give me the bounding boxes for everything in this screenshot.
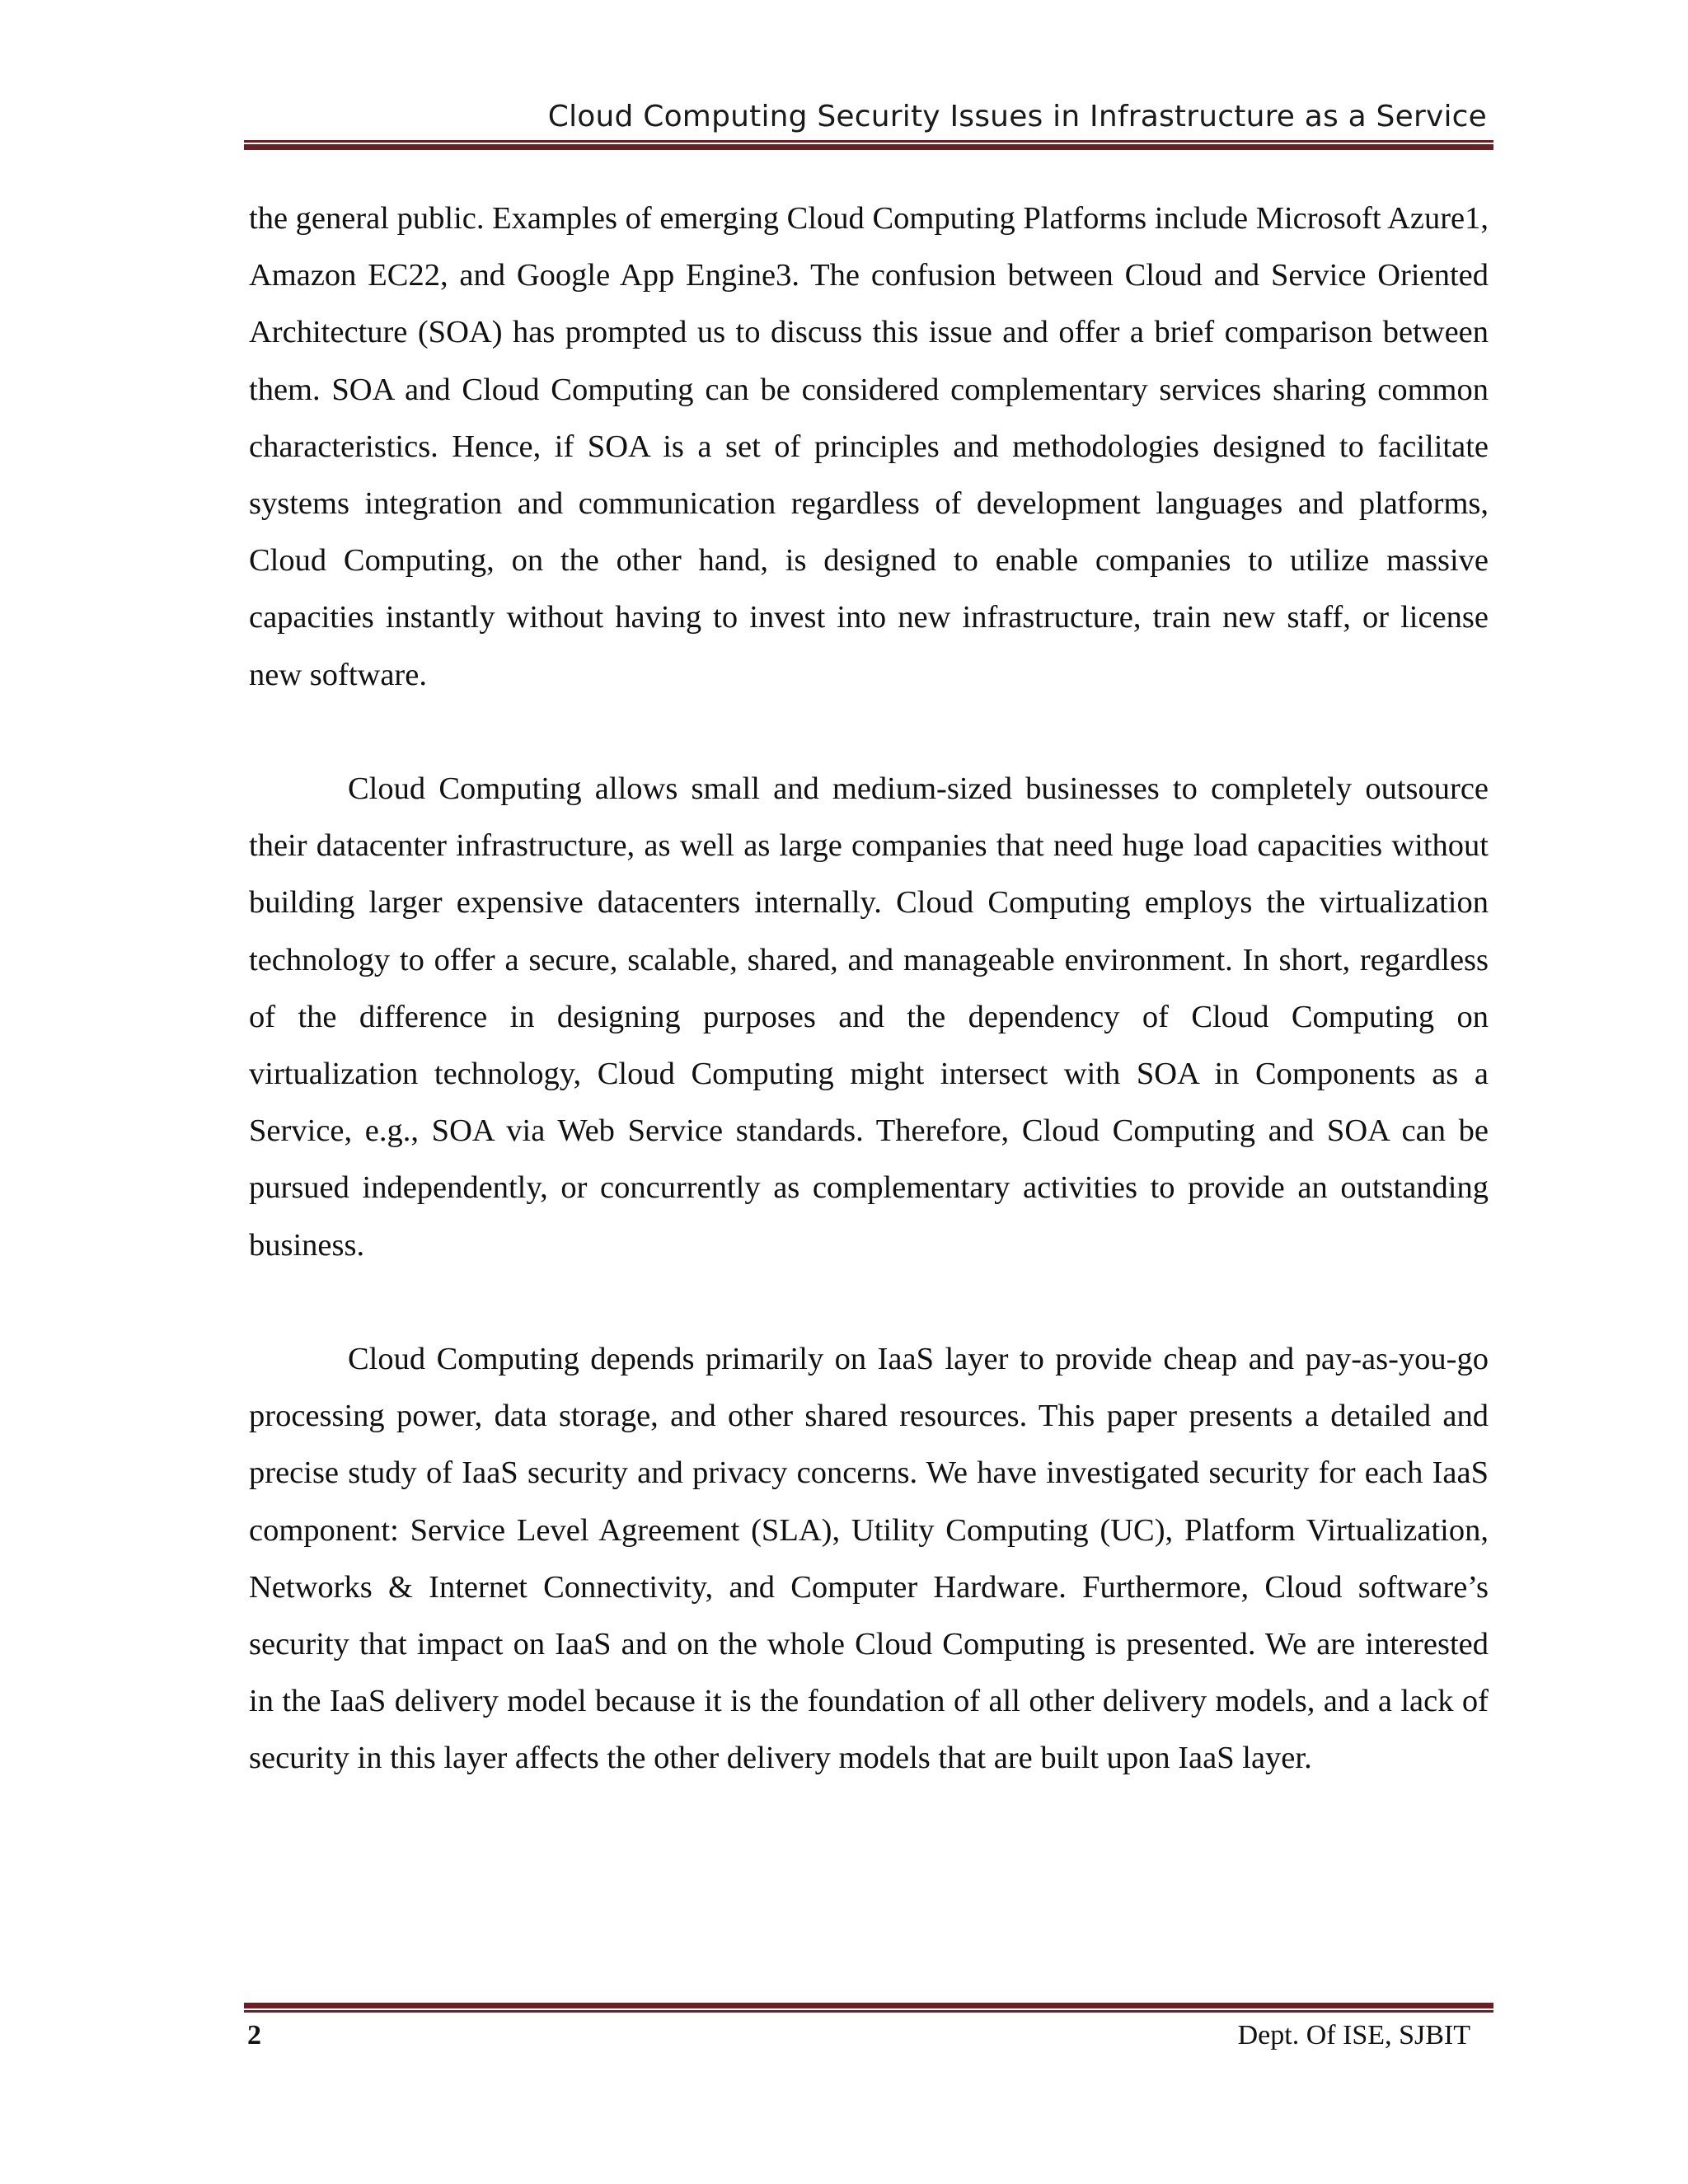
page-number: 2: [247, 2020, 261, 2050]
paragraph-1: the general public. Examples of emerging Cloud Computing Platforms include Microsoft Azure1, Amazon EC22, and Google App Engine3. The confusion between Cloud and Service Oriented Architecture (SOA) has prompted us to discuss this issue and offer a brief comparison between them. SOA and Cloud Computing can be considered complementary services sharing common characteristics. Hence, if SOA is a set of principles and methodologies designed to facilitate systems integration and communication regardless of development languages and platforms, Cloud Computing, on the other hand, is designed to enable companies to utilize massive capacities instantly without having to invest into new infrastructure, train new staff, or license new software.: [249, 201, 1489, 692]
body-text: [249, 190, 1489, 1788]
footer-rule-thick: [244, 2003, 1493, 2008]
paragraph-2: Cloud Computing allows small and medium-sized businesses to completely outsource their datacenter infrastructure, as well as large companies that need huge load capacities without building larger expensive datacenters internally. Cloud Computing employs the virtualization technology to offer a secure, scalable, shared, and manageable environment. In short, regardless of the difference in designing purposes and the dependency of Cloud Computing on virtualization technology, Cloud Computing might intersect with SOA in Components as a Service, e.g., SOA via Web Service standards. Therefore, Cloud Computing and SOA can be pursued independently, or concurrently as complementary activities to provide an outstanding business.: [249, 771, 1489, 1263]
paragraph-3: Cloud Computing depends primarily on IaaS layer to provide cheap and pay-as-you-go processing power, data storage, and other shared resources. This paper presents a detailed and precise study of IaaS security and privacy concerns. We have investigated security for each IaaS component: Service Level Agreement (SLA), Utility Computing (UC), Platform Virtualization, Networks & Internet Connectivity, and Computer Hardware. Furthermore, Cloud software’s security that impact on IaaS and on the whole Cloud Computing is presented. We are interested in the IaaS delivery model because it is the foundation of all other delivery models, and a lack of security in this layer affects the other delivery models that are built upon IaaS layer.: [249, 1342, 1489, 1776]
header-rule-thin: [244, 140, 1493, 143]
running-header-title: Cloud Computing Security Issues in Infrastructure as a Service: [547, 100, 1487, 134]
header-rule-thick: [244, 144, 1493, 150]
footer-department: Dept. Of ISE, SJBIT: [1237, 2020, 1470, 2050]
footer-rule-thin: [244, 2010, 1493, 2013]
